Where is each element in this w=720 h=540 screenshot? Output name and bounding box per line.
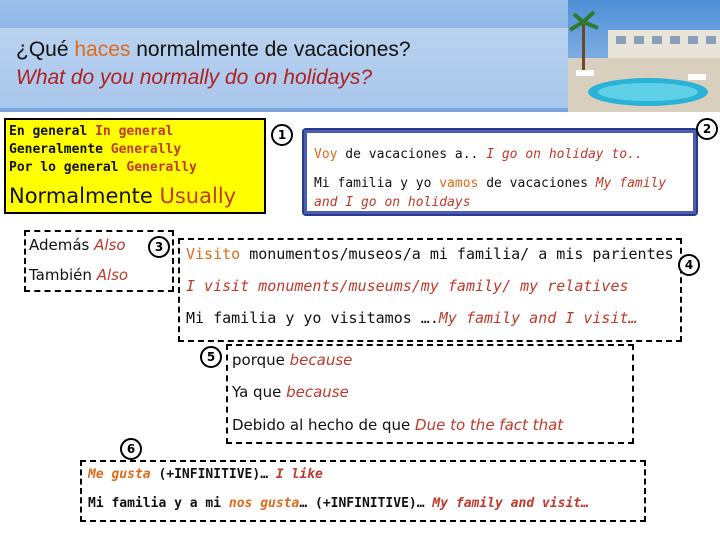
verb-highlight: vamos <box>439 176 479 191</box>
reason-spanish: Debido al hecho de que <box>232 416 416 434</box>
reason-line <box>232 416 563 434</box>
phrase-spanish: … (+INFINITIVE)… <box>299 496 433 511</box>
connective-spanish: También <box>29 266 97 284</box>
likes-phrase-line <box>88 467 323 482</box>
section-number-marker: 6 <box>120 438 142 460</box>
section-number-marker: 5 <box>200 346 222 368</box>
verb-highlight: Me gusta <box>88 467 151 482</box>
section-number-marker: 1 <box>271 124 293 146</box>
phrase-spanish: Mi familia y a mi <box>88 496 229 511</box>
verb-highlight: Voy <box>314 147 338 162</box>
title-text: ¿Qué <box>16 38 75 61</box>
expression-english: Usually <box>159 184 237 208</box>
expression-line <box>9 160 197 175</box>
verb-highlight: Visito <box>186 245 241 263</box>
holiday-phrase-line <box>314 147 643 162</box>
phrase-spanish: (+INFINITIVE)… <box>150 467 276 482</box>
phrase-english: I visit monuments/museums/my family/ my relatives <box>186 277 629 295</box>
expression-spanish: En general <box>9 124 96 139</box>
reason-line <box>232 351 352 369</box>
visit-phrase-line <box>186 277 629 295</box>
expression-english: Generally <box>110 142 182 157</box>
phrase-spanish: Mi familia y yo visitamos …. <box>186 309 439 327</box>
reason-english: because <box>286 383 349 401</box>
phrase-english: I like <box>275 467 323 482</box>
phrase-english: and I go on holidays <box>314 195 471 210</box>
connective-english: Also <box>96 266 129 284</box>
visit-phrase-line <box>186 309 638 327</box>
phrase-spanish: Mi familia y yo <box>314 176 440 191</box>
phrase-english: My family <box>595 176 667 191</box>
expression-spanish: Generalmente <box>9 142 111 157</box>
connective-line <box>29 266 128 284</box>
holiday-phrase-line <box>314 195 471 210</box>
expression-spanish: Normalmente <box>9 184 160 208</box>
expression-spanish: Por lo general <box>9 160 127 175</box>
phrase-english: My family and visit… <box>432 496 589 511</box>
title-text-end: normalmente de vacaciones? <box>130 38 411 61</box>
section-number-marker: 4 <box>678 254 700 276</box>
phrase-spanish: de vacaciones a.. <box>337 147 487 162</box>
holiday-phrase-line <box>314 176 666 191</box>
phrase-spanish: de vacaciones <box>478 176 596 191</box>
reason-english: Due to the fact that <box>415 416 564 434</box>
expression-line <box>9 124 173 139</box>
title-question-english: What do you normally do on holidays? <box>16 66 373 89</box>
phrase-spanish: monumentos/museos/a mi familia/ a mis parientes <box>240 245 674 263</box>
title-question-spanish <box>16 38 411 62</box>
section-number-marker: 2 <box>696 118 718 140</box>
expression-english: In general <box>95 124 174 139</box>
holiday-resort-photo <box>568 0 720 112</box>
section-number-marker: 3 <box>148 236 170 258</box>
verb-highlight: nos gusta <box>228 496 300 511</box>
connective-english: Also <box>94 236 126 254</box>
phrase-english: I go on holiday to.. <box>486 147 643 162</box>
reason-english: because <box>289 351 353 369</box>
visit-phrase-line <box>186 245 674 263</box>
phrase-english: My family and I visit… <box>438 309 638 327</box>
connective-spanish: Además <box>29 236 95 254</box>
reason-spanish: Ya que <box>232 383 287 401</box>
expression-line-large <box>9 184 236 208</box>
reason-line <box>232 383 349 401</box>
connective-line <box>29 236 126 254</box>
likes-phrase-line <box>88 496 589 511</box>
expression-line <box>9 142 181 157</box>
reason-spanish: porque <box>232 351 290 369</box>
expression-english: Generally <box>126 160 197 175</box>
title-highlight: haces <box>74 38 131 61</box>
